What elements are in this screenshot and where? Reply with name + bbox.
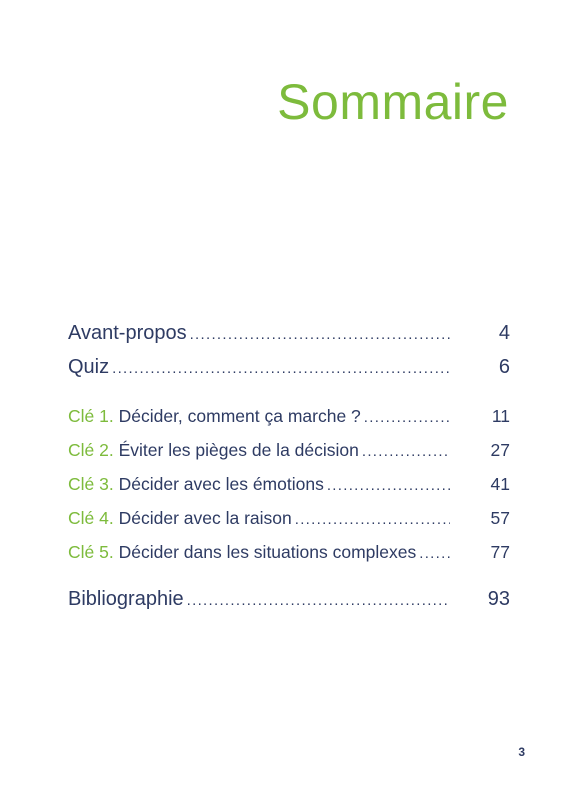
toc-entry-label: Bibliographie	[68, 588, 184, 610]
toc-entry-key: Clé 5.	[68, 542, 114, 562]
table-of-contents	[68, 322, 510, 622]
toc-leader-dots	[295, 511, 450, 528]
page-title: Sommaire	[277, 74, 509, 130]
toc-entry-quiz[interactable]	[68, 356, 510, 390]
toc-entry-cle-4[interactable]	[68, 508, 510, 542]
toc-entry-label: Quiz	[68, 356, 110, 378]
toc-entry-key: Clé 4.	[68, 508, 114, 528]
toc-entry-cle-1[interactable]	[68, 406, 510, 440]
toc-leader-dots	[327, 477, 450, 494]
toc-leader-dots	[419, 545, 450, 562]
toc-entry-title: Décider dans les situations complexes	[118, 542, 417, 562]
page-number: 3	[518, 745, 525, 759]
toc-entry-page: 93	[487, 588, 510, 610]
toc-leader-dots	[112, 360, 450, 377]
toc-entry-key: Clé 3.	[68, 474, 114, 494]
toc-entry-page: 77	[490, 542, 510, 562]
toc-leader-dots	[364, 409, 450, 426]
toc-leader-dots	[190, 326, 450, 343]
toc-entry-cle-5[interactable]	[68, 542, 510, 576]
toc-entry-key: Clé 1.	[68, 406, 114, 426]
toc-entry-bibliographie[interactable]	[68, 588, 510, 622]
toc-entry-label	[68, 542, 416, 563]
toc-entry-title: Décider avec les émotions	[118, 474, 324, 494]
toc-entry-page: 27	[490, 440, 510, 460]
toc-entry-cle-3[interactable]	[68, 474, 510, 508]
toc-leader-dots	[187, 592, 450, 609]
toc-entry-key: Clé 2.	[68, 440, 114, 460]
toc-entry-label	[68, 406, 361, 427]
toc-entry-title: Décider, comment ça marche ?	[118, 406, 361, 426]
toc-entry-cle-2[interactable]	[68, 440, 510, 474]
toc-entry-title: Éviter les pièges de la décision	[118, 440, 359, 460]
toc-entry-label: Avant-propos	[68, 322, 187, 344]
toc-entry-label	[68, 440, 359, 461]
toc-entry-page: 41	[490, 474, 510, 494]
toc-entry-page: 11	[491, 406, 510, 426]
toc-entry-label	[68, 474, 324, 495]
toc-entry-label	[68, 508, 292, 529]
toc-entry-page: 6	[498, 356, 510, 378]
toc-entry-title: Décider avec la raison	[118, 508, 292, 528]
toc-entry-page: 57	[490, 508, 510, 528]
toc-leader-dots	[362, 443, 450, 460]
toc-entry-avant-propos[interactable]	[68, 322, 510, 356]
toc-entry-page: 4	[498, 322, 510, 344]
